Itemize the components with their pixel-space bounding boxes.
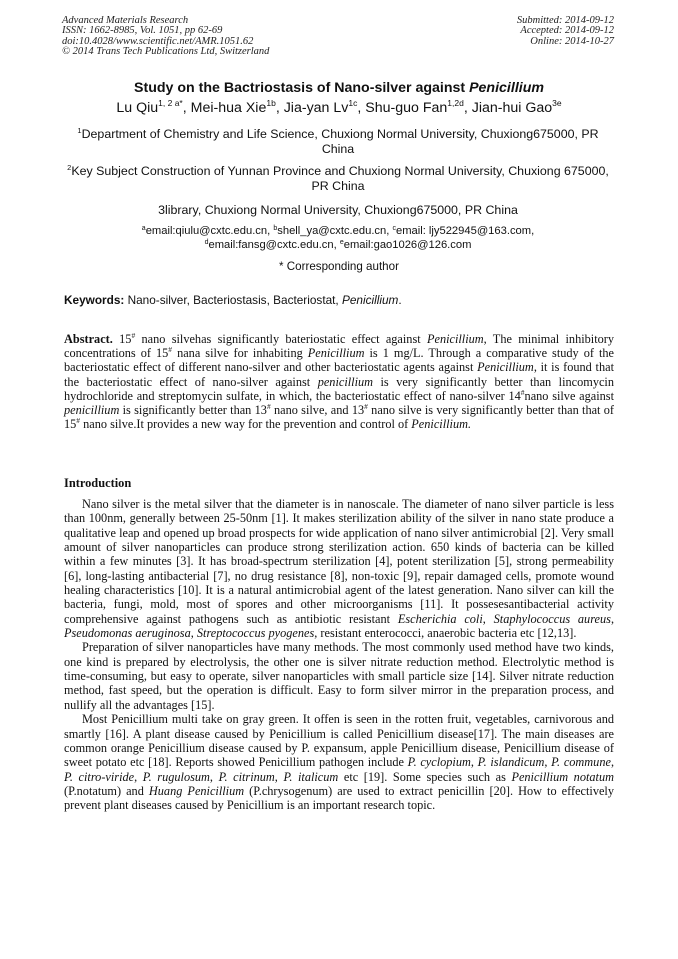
text-run: nano silve against bbox=[524, 388, 614, 403]
text-run: , bbox=[610, 755, 615, 770]
paragraph bbox=[64, 640, 614, 712]
text-run: nano silve is very significantly better than that of 15 bbox=[64, 403, 615, 432]
superscript: # bbox=[520, 387, 525, 397]
abstract-label: Abstract. bbox=[64, 332, 113, 346]
keywords-label: Keywords: bbox=[64, 293, 125, 307]
text-run: , bbox=[470, 755, 478, 770]
author-affiliation-mark: 1b bbox=[266, 98, 276, 108]
author-affiliation-mark: 3e bbox=[552, 98, 562, 108]
section-heading-introduction: Introduction bbox=[64, 476, 132, 490]
affiliation-mark: 1 bbox=[77, 126, 82, 135]
email-e: email:gao1026@126.com bbox=[343, 239, 472, 252]
author-name: Jia-yan Lv bbox=[283, 100, 349, 116]
author-separator: , bbox=[182, 100, 191, 116]
italic-term: P. cyclopium bbox=[407, 755, 471, 770]
email-mark: a bbox=[141, 225, 146, 232]
text-run: , bbox=[544, 755, 552, 770]
keywords-text: Nano-silver, Bacteriostasis, Bacteriostat, bbox=[124, 293, 342, 307]
email-mark: e bbox=[339, 239, 344, 247]
author-affiliation-mark: 1c bbox=[348, 98, 358, 108]
journal-info bbox=[62, 16, 269, 58]
email-mark: c bbox=[392, 225, 396, 232]
email-c: email: ljy522945@163.com, bbox=[395, 225, 535, 237]
italic-term: Penicillium bbox=[426, 332, 484, 346]
author-separator: , bbox=[357, 100, 366, 116]
affiliation-text: 3library, Chuxiong Normal University, Chuxiong675000, PR China bbox=[158, 203, 518, 217]
text-run: nana silve for inhabiting bbox=[172, 346, 308, 361]
author-affiliation-mark: 1, 2 a* bbox=[158, 98, 183, 108]
author-name: Mei-hua Xie bbox=[190, 100, 267, 116]
italic-term: Streptococcus pyogenes bbox=[196, 626, 315, 641]
paper-title bbox=[0, 80, 678, 96]
italic-term: penicillium bbox=[64, 403, 120, 418]
keywords bbox=[64, 293, 616, 307]
italic-term: Escherichia coli bbox=[397, 611, 483, 626]
author-emails bbox=[62, 224, 614, 253]
copyright-line: © 2014 Trans Tech Publications Ltd, Switzerland bbox=[62, 46, 270, 58]
italic-term: Penicillium. bbox=[411, 417, 472, 432]
text-run: Most Penicillium multi take on gray green. It offen is seen in the rotten fruit, vegetables, carnivorous and smartly [16]. A plant disease caused by Penicillium is called Penicillium disease[17]. The main diseases are common orange Penicillium disease caused by P. expansum, apple Penicillium disease, Penicillium disease of sweet potato etc [18]. Reports showed Penicillium pathogen include bbox=[64, 712, 614, 770]
affiliation-mark: 2 bbox=[67, 163, 72, 172]
accepted-date: Accepted: 2014-09-12 bbox=[520, 25, 614, 37]
text-run: , bbox=[610, 611, 615, 626]
author-separator: , bbox=[275, 100, 284, 116]
text-run: (P.chrysogenum) are used to extract penicillin [20]. How to effectively prevent plant diseases caused by Penicillium is an important research topic. bbox=[64, 783, 614, 813]
author-affiliation-mark: 1,2d bbox=[447, 98, 464, 108]
abstract bbox=[64, 332, 614, 431]
email-mark: d bbox=[204, 239, 209, 247]
text-run: , bbox=[482, 611, 494, 626]
italic-term: Penicillium notatum bbox=[511, 769, 614, 784]
text-run: , The minimal inhibitory concentrations of 15 bbox=[64, 332, 615, 361]
text-run: etc [19]. Some species such as bbox=[338, 769, 512, 784]
text-run: is significantly better than 13 bbox=[119, 403, 267, 418]
text-run: Nano silver is the metal silver that the diameter is in nanoscale. The diameter of nano silver particle is less than 100nm, generally between 25-50nm [1]. It makes sterilization ability of the silver in nano state produce a qualitative leap and opened up broad prospects for wide application of nano silver antimicrobial [2]. Very small amount of silver nanoparticles can produce strong sterilization action. 650 kinds of bacteria can be killed within a few minutes [3]. It has broad-spectrum sterilization [4], potent sterilization [5], strong permeability [6], long-lasting antibacterial [7], no drug resistance [8], non-toxic [9], repair damaged cells, promote wound healing characteristics [10]. It is a natural antimicrobial agent of the latest generation. Nano silver can kill the bacteria, fungi, mold, most of spores and other microorganisms [11]. It possesesantibacterial activity comprehensive against pathogens such as antibiotic resistant bbox=[64, 497, 614, 626]
text-run: , resistant enterococci, anaerobic bacteria etc [12,13]. bbox=[314, 626, 577, 641]
email-d: email:fansg@cxtc.edu.cn, bbox=[208, 239, 340, 252]
italic-term: Huang Penicillium bbox=[148, 783, 245, 798]
text-run: (P.notatum) and bbox=[64, 783, 149, 798]
author-separator: , bbox=[463, 100, 472, 116]
superscript: # bbox=[131, 331, 136, 340]
italic-term: P. italicum bbox=[283, 769, 339, 784]
keywords-italic: Penicillium bbox=[342, 293, 399, 307]
italic-term: P. rugulosum bbox=[142, 769, 210, 784]
email-line-2 bbox=[62, 238, 614, 252]
text-run: nano silvehas significantly bateriostatic effect against bbox=[135, 332, 427, 346]
text-run: is very significantly better than lincomycin hydrochloride and streptomycin sulfate, in which, the bacteriostatic effect of nano-silver 14 bbox=[64, 374, 614, 403]
email-b: shell_ya@cxtc.edu.cn, bbox=[277, 225, 393, 237]
superscript: # bbox=[168, 345, 173, 355]
text-run: nano silve, and 13 bbox=[270, 403, 365, 418]
affiliation-2 bbox=[62, 164, 614, 193]
title-italic: Penicillium bbox=[469, 80, 544, 96]
text-run: , it is found that the bacteriostatic effect of nano-silver against bbox=[64, 360, 614, 389]
paragraph bbox=[64, 712, 614, 812]
superscript: # bbox=[364, 402, 368, 412]
online-date: Online: 2014-10-27 bbox=[530, 35, 614, 47]
italic-term: P. commune bbox=[551, 755, 611, 770]
affiliation-text: Key Subject Construction of Yunnan Province and Chuxiong Normal University, Chuxiong 675000, PR China bbox=[71, 164, 609, 193]
email-a: email:qiulu@cxtc.edu.cn, bbox=[145, 225, 274, 237]
author-name: Shu-guo Fan bbox=[365, 100, 448, 116]
keywords-end: . bbox=[398, 293, 402, 307]
affiliation-text: Department of Chemistry and Life Science, Chuxiong Normal University, Chuxiong675000, PR China bbox=[81, 127, 599, 156]
author-list bbox=[0, 100, 678, 116]
italic-term: Pseudomonas aeruginosa bbox=[64, 626, 191, 641]
introduction-body bbox=[64, 497, 614, 813]
italic-term: Penicillium bbox=[477, 360, 534, 375]
superscript: # bbox=[76, 416, 81, 426]
email-mark: b bbox=[273, 225, 278, 232]
text-run: nano silve.It provides a new way for the prevention and control of bbox=[80, 417, 412, 432]
issn-line: ISSN: 1662-8985, Vol. 1051, pp 62-69 bbox=[62, 25, 223, 37]
text-run: Preparation of silver nanoparticles have many methods. The most commonly used method have two kinds, one kind is prepared by electrolysis, the other one is silver nitrate reduction method. Electrolytic method is time-consuming, but easy to operate, silver nanoparticles with small particle size [14]. Silver nitrate reduction method, fast speed, but the operation is difficult. Easy to form silver mirror in the preparation process, and nullify all the advantages [15]. bbox=[64, 640, 614, 712]
publication-dates bbox=[517, 16, 614, 47]
abstract-body bbox=[64, 332, 614, 431]
journal-name: Advanced Materials Research bbox=[62, 15, 189, 26]
author-name: Lu Qiu bbox=[116, 100, 159, 116]
text-run: 15 bbox=[112, 332, 132, 346]
text-run: , bbox=[274, 769, 284, 784]
paragraph bbox=[64, 497, 614, 640]
text-run: , bbox=[190, 626, 197, 641]
italic-term: P. citrinum bbox=[218, 769, 275, 784]
doi-line: doi:10.4028/www.scientific.net/AMR.1051.62 bbox=[62, 35, 254, 47]
author-name: Jian-hui Gao bbox=[471, 100, 553, 116]
title-text: Study on the Bactriostasis of Nano-silver against bbox=[134, 80, 470, 96]
italic-term: P. islandicum bbox=[477, 755, 545, 770]
text-run: , bbox=[209, 769, 219, 784]
italic-term: P. citro-viride bbox=[64, 769, 135, 784]
text-run: is 1 mg/L. Through a comparative study of the bacteriostatic effect of different nano-silver and other bacteriostatic agents against bbox=[64, 346, 614, 375]
superscript: # bbox=[266, 402, 271, 412]
email-line-1 bbox=[62, 224, 614, 238]
italic-term: Staphylococcus aureus bbox=[493, 611, 611, 626]
affiliation-3 bbox=[62, 203, 614, 218]
corresponding-author-note: * Corresponding author bbox=[279, 260, 399, 273]
italic-term: penicillium bbox=[317, 374, 374, 389]
affiliation-1 bbox=[62, 127, 614, 156]
text-run: , bbox=[134, 769, 143, 784]
italic-term: Penicillium bbox=[307, 346, 365, 361]
submitted-date: Submitted: 2014-09-12 bbox=[516, 15, 614, 26]
